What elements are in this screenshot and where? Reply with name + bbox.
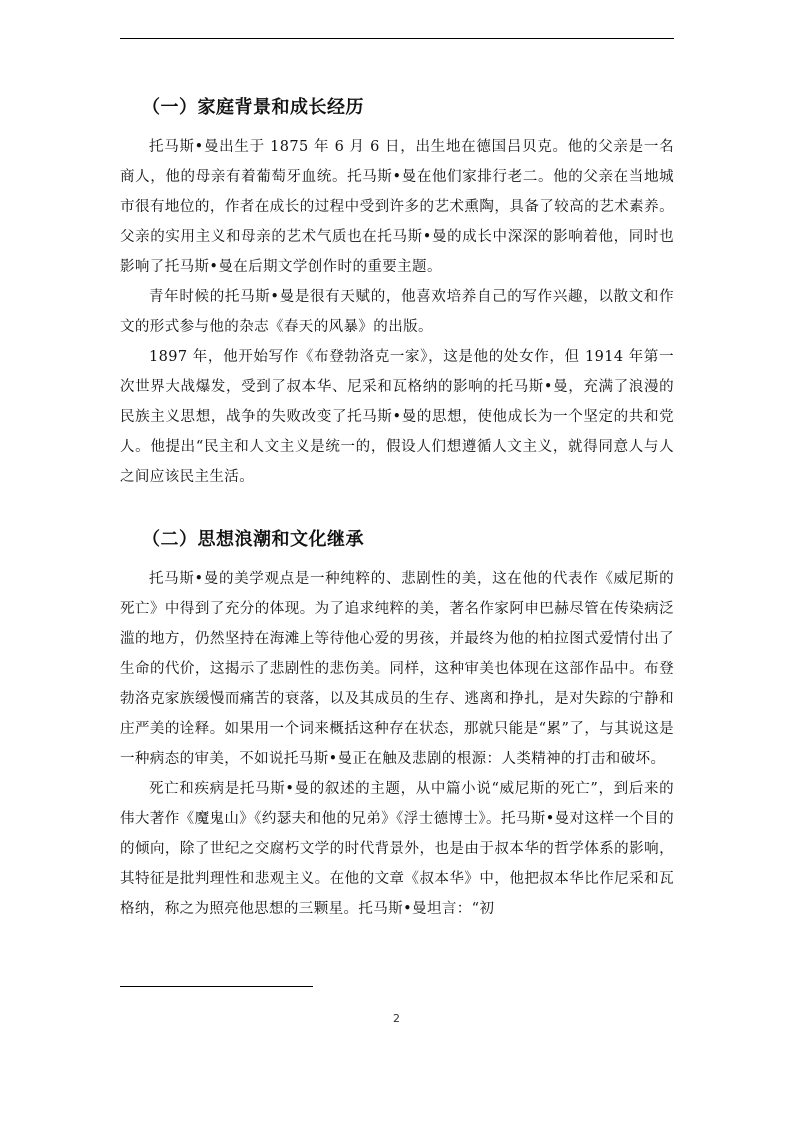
paragraph: 托马斯•曼出生于 1875 年 6 月 6 日，出生地在德国吕贝克。他的父亲是一名商人，他的母亲有着葡萄牙血统。托马斯•曼在他们家排行老二。他的父亲在当地城市很有地位的，作者在成长的过程中受到许多的艺术熏陶，具备了较高的艺术素养。父亲的实用主义和母亲的艺术气质也在托马斯•曼的成长中深深的影响着他，同时也影响了托马斯•曼在后期文学创作时的重要主题。 (120, 139, 674, 275)
document-body (120, 96, 674, 924)
header-rule (120, 38, 674, 39)
footnote-separator (120, 986, 313, 987)
paragraph: 托马斯•曼的美学观点是一种纯粹的、悲剧性的美，这在他的代表作《威尼斯的死亡》中得到了充分的体现。为了追求纯粹的美，著名作家阿申巴赫尽管在传染病泛滥的地方，仍然坚持在海滩上等待他心爱的男孩，并最终为他的柏拉图式爱情付出了生命的代价，这揭示了悲剧性的悲伤美。同样，这种审美也体现在这部作品中。布登勃洛克家族缓慢而痛苦的衰落，以及其成员的生存、逃离和挣扎，是对失踪的宁静和庄严美的诠释。如果用一个词来概括这种存在状态，那就只能是“累”了，与其说这是一种病态的审美，不如说托马斯•曼正在触及悲剧的根源：人类精神的打击和破坏。 (120, 571, 674, 767)
paragraph: 青年时候的托马斯•曼是很有天赋的，他喜欢培养自己的写作兴趣，以散文和作文的形式参与他的杂志《春天的风暴》的出版。 (120, 289, 674, 335)
section-ideological-currents (120, 528, 674, 924)
page-number: 2 (393, 1012, 400, 1025)
section-family-background (120, 96, 674, 492)
section-heading: （二）思想浪潮和文化继承 (142, 529, 364, 550)
section-heading: （一）家庭背景和成长经历 (142, 97, 364, 118)
paragraph: 死亡和疾病是托马斯•曼的叙述的主题，从中篇小说“威尼斯的死亡”，到后来的伟大著作《魔鬼山》《约瑟夫和他的兄弟》《浮士德博士》。托马斯•曼对这样一个目的的倾向，除了世纪之交腐朽文学的时代背景外，也是由于叔本华的哲学体系的影响，其特征是批判理性和悲观主义。在他的文章《叔本华》中，他把叔本华比作尼采和瓦格纳，称之为照亮他思想的三颗星。托马斯•曼坦言：“初 (120, 781, 674, 917)
paragraph: 1897 年，他开始写作《布登勃洛克一家》，这是他的处女作，但 1914 年第一次世界大战爆发，受到了叔本华、尼采和瓦格纳的影响的托马斯•曼，充满了浪漫的民族主义思想，战争的失败改变了托马斯•曼的思想，使他成长为一个坚定的共和党人。他提出“民主和人文主义是统一的，假设人们想遵循人文主义，就得同意人与人之间应该民主生活。 (120, 349, 674, 485)
